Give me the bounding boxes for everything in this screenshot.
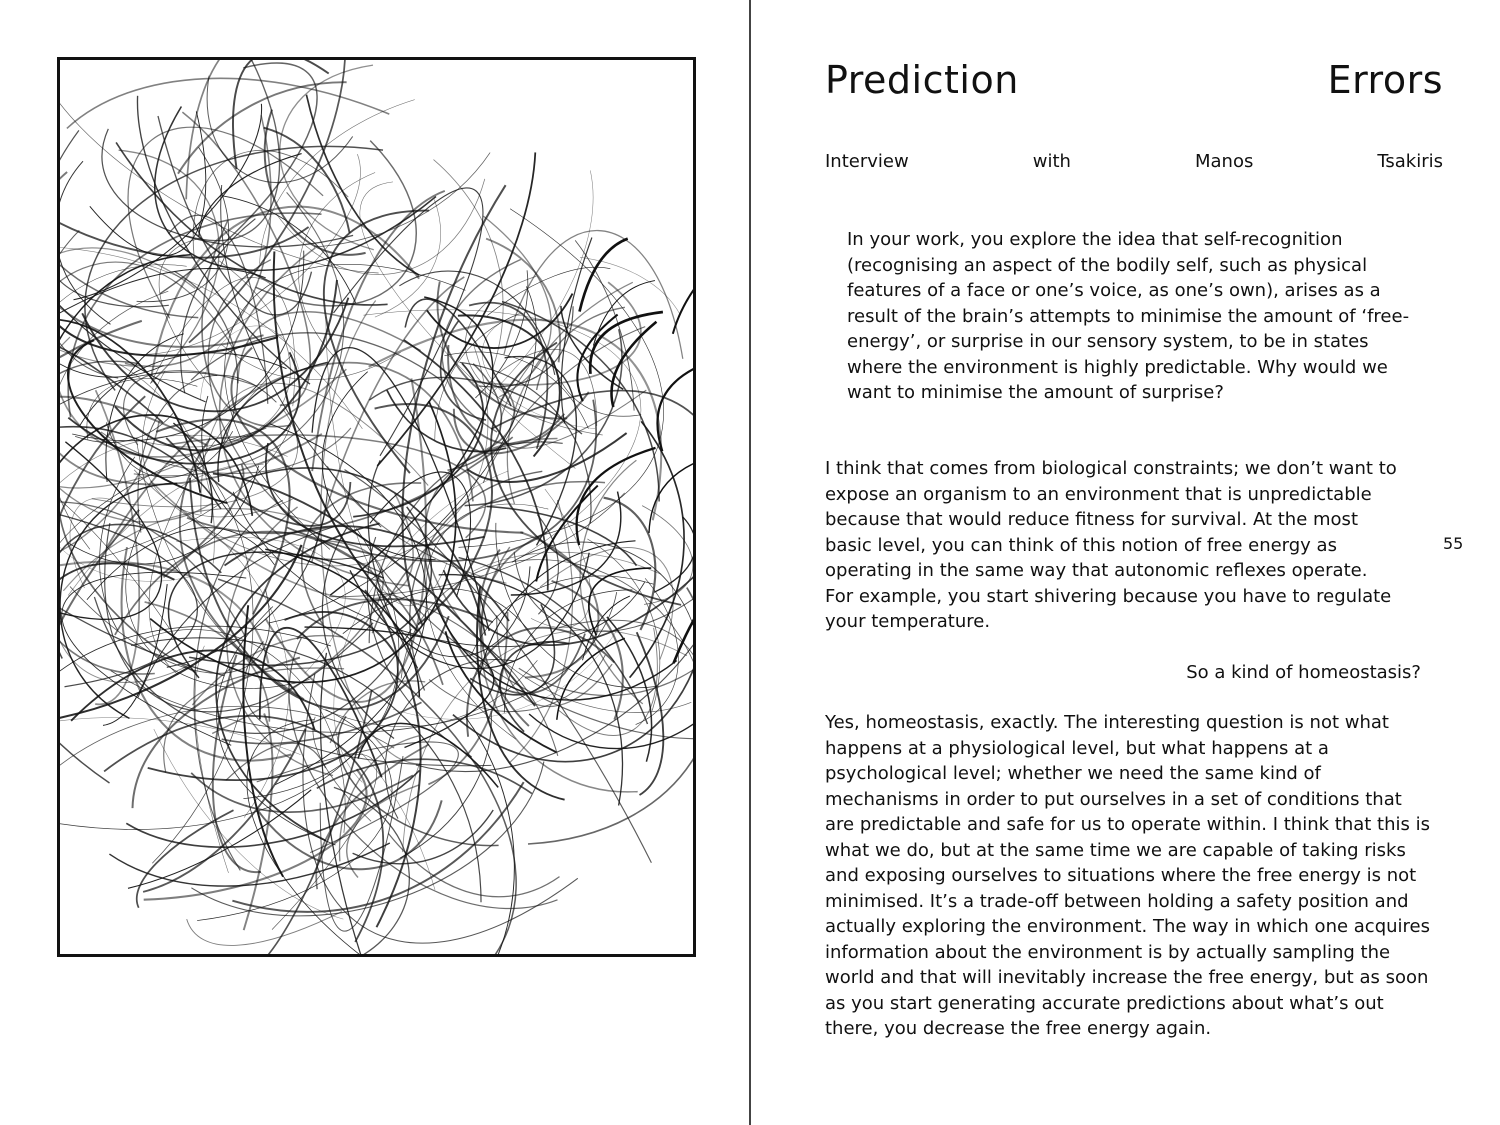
- hair-strand: [186, 60, 310, 199]
- right-page: [751, 0, 1500, 1125]
- hair-wisp: [590, 312, 663, 374]
- hair-strand: [60, 706, 394, 888]
- title-word-errors: Errors: [1327, 58, 1443, 102]
- hair-strand: [82, 298, 348, 412]
- article-title: [825, 58, 1443, 108]
- title-word-prediction: Prediction: [825, 58, 1019, 102]
- hair-wisp: [673, 236, 693, 334]
- interview-question-2: So a kind of homeostasis?: [1186, 662, 1421, 683]
- hair-strand: [559, 620, 693, 672]
- hair-strand: [150, 401, 456, 682]
- page-number: 55: [1443, 534, 1464, 553]
- hair-strand: [303, 674, 578, 943]
- hair-strand: [125, 115, 271, 366]
- hair-strand: [60, 493, 196, 673]
- hair-strand: [479, 550, 529, 727]
- hair-strand: [637, 632, 664, 795]
- interview-answer-2: Yes, homeostasis, exactly. The interesting question is not what happens at a physiological level, but what happens at a psychological level; whether we need the same kind of mechanisms in order to put ourselves in a set of conditions that are predictable and safe for us to operate within. I think that this is what we do, but at the same time we are capable of taking risks and exposing ourselves to situations where the free energy is not minimised. It’s a trade-off between holding a safety position and actually exploring the environment. The way in which one acquires information about the environment is by actually sampling the world and that will inevitably increase the free energy, but as soon as you start generating accurate predictions about what’s out there, you decrease the free energy again.: [825, 712, 1430, 1039]
- hair-wisp: [580, 239, 628, 312]
- subtitle-word: Tsakiris: [1377, 151, 1443, 172]
- hair-strand: [274, 251, 418, 631]
- hair-strand: [68, 340, 227, 503]
- article-subtitle: [825, 151, 1443, 172]
- hair-strand: [72, 251, 304, 441]
- hair-strand: [630, 421, 684, 677]
- tangled-hair-illustration: [60, 60, 693, 954]
- hair-strand: [580, 257, 680, 314]
- hair-strand: [322, 372, 435, 560]
- hair-strand: [353, 810, 494, 864]
- hair-strand: [306, 95, 419, 275]
- hair-strand: [199, 154, 302, 237]
- hair-strand: [187, 912, 342, 946]
- hair-strand: [60, 428, 266, 607]
- interview-answer-1: I think that comes from biological constraints; we don’t want to expose an organism to an environment that is unpredictable because that would reduce fitness for survival. At the most basic level, you can think of this notion of free energy as operating in the same way that autonomic reflexes operate. For example, you start shivering because you have to regulate your temperature.: [825, 458, 1397, 632]
- hair-strand: [175, 271, 238, 443]
- hair-strand: [154, 729, 344, 919]
- hair-strand: [160, 63, 317, 294]
- hair-strand: [60, 415, 252, 516]
- subtitle-word: Interview: [825, 151, 909, 172]
- hair-strand: [232, 782, 523, 912]
- subtitle-word: with: [1032, 151, 1071, 172]
- hair-strand: [109, 843, 389, 886]
- hair-strand: [504, 231, 683, 359]
- hair-wisp: [577, 448, 656, 545]
- illustration-frame: [57, 57, 696, 957]
- subtitle-word: Manos: [1194, 151, 1254, 172]
- hair-strand: [152, 207, 420, 376]
- hair-strand: [507, 282, 632, 504]
- hair-strand: [528, 588, 693, 844]
- interview-question-1: In your work, you explore the idea that self-recognition (recognising an aspect of the bodily self, such as physical features of a face or one’s voice, as one’s own), arises as a result of the brain’s attempts to minimise the amount of ‘free-energy’, or surprise in our sensory system, to be in states where the environment is highly predictable. Why would we want to minimise the amount of surprise?: [847, 229, 1410, 403]
- hair-strand: [270, 424, 427, 785]
